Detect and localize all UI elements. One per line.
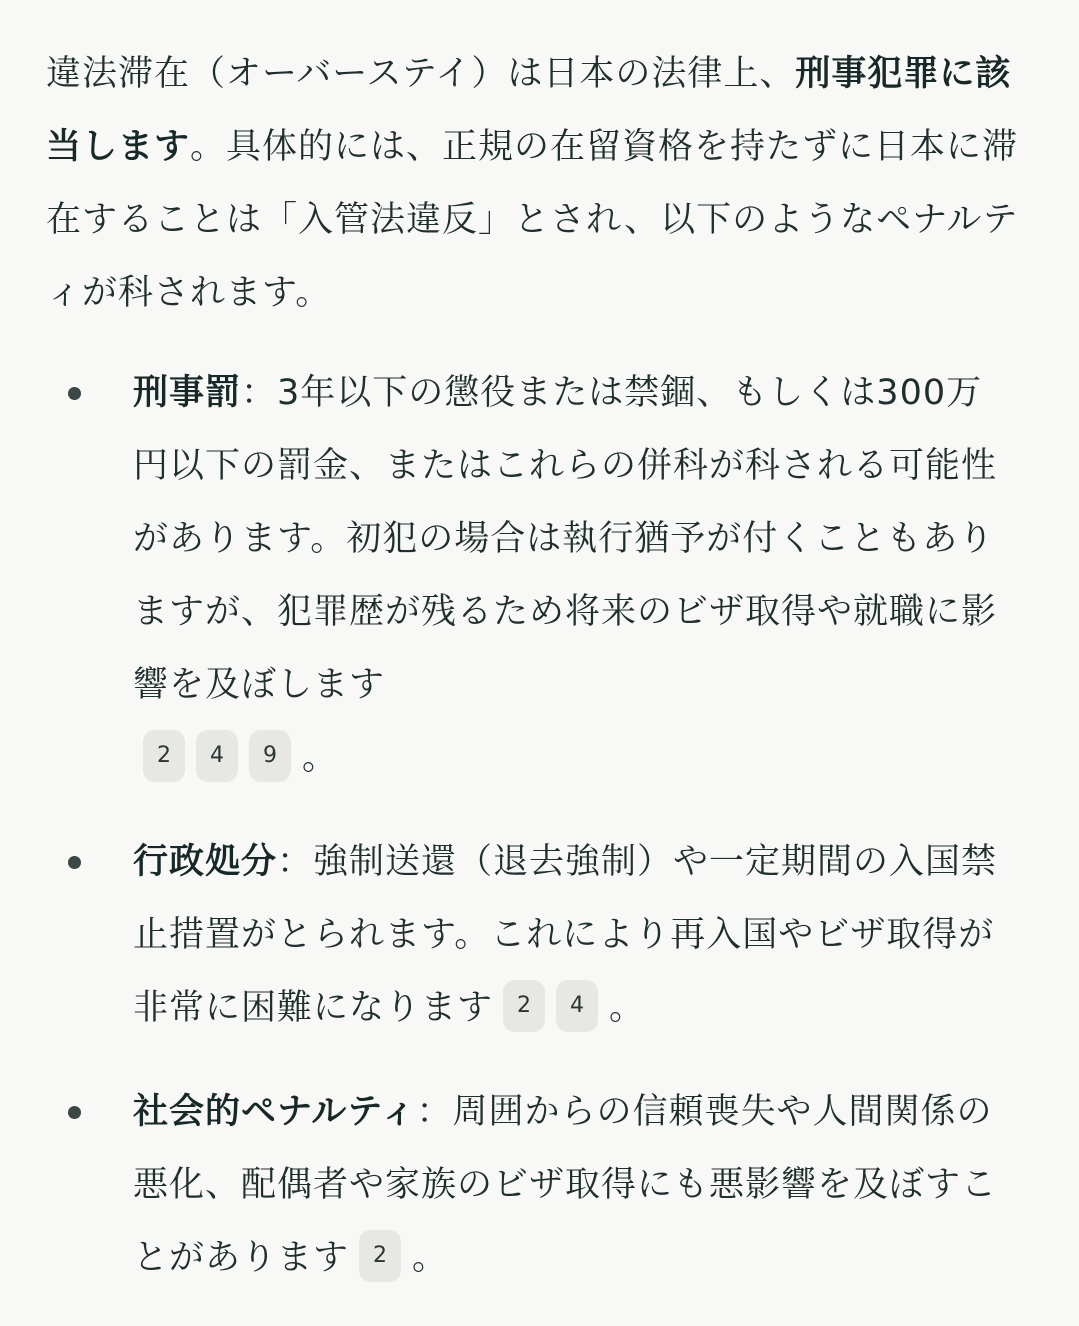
answer-content — [46, 38, 1046, 1326]
list-item-title: 刑事罰 — [133, 373, 242, 413]
citation-button[interactable]: 2 — [143, 730, 185, 782]
intro-paragraph — [46, 38, 1046, 330]
list-item-title: 行政処分 — [133, 842, 278, 882]
list-item-end: 。 — [609, 988, 646, 1028]
list-item-separator: ： — [241, 373, 278, 413]
list-item-separator: ： — [277, 842, 314, 882]
list-item-criminal-penalty — [46, 357, 1046, 795]
bullet-icon — [68, 1106, 81, 1119]
bullet-icon — [68, 856, 81, 869]
citation-button[interactable]: 4 — [556, 980, 598, 1032]
list-item-end: 。 — [412, 1238, 449, 1278]
list-item-title: 社会的ペナルティ — [133, 1092, 417, 1132]
list-item-body: 強制送還（退去強制）や一定期間の入国禁止措置がとられます。これにより再入国やビザ取得が非常に困難になります — [133, 842, 998, 1028]
intro-text-before: 違法滞在（オーバーステイ）は日本の法律上、 — [46, 54, 796, 94]
citation-button[interactable]: 2 — [359, 1230, 401, 1282]
list-item-social-penalty — [46, 1076, 1046, 1295]
penalty-list — [46, 357, 1046, 1295]
bullet-icon — [68, 387, 81, 400]
list-item-body: 周囲からの信頼喪失や人間関係の悪化、配偶者や家族のビザ取得にも悪影響を及ぼすことがあります — [133, 1092, 998, 1278]
citation-button[interactable]: 4 — [196, 730, 238, 782]
intro-bold-text: 刑事犯罪に該当します — [46, 54, 1012, 167]
list-item-separator: ： — [416, 1092, 453, 1132]
list-item-end: 。 — [302, 738, 339, 778]
citation-button[interactable]: 2 — [503, 980, 545, 1032]
list-item-administrative-action — [46, 826, 1046, 1045]
list-item-body: 3年以下の懲役または禁錮、もしくは300万円以下の罰金、またはこれらの併科が科される可能性があります。初犯の場合は執行猶予が付くこともありますが、犯罪歴が残るため将来のビザ取得や就職に影響を及ぼします — [133, 373, 998, 705]
intro-text-after: 。具体的には、正規の在留資格を持たずに日本に滞在することは「入管法違反」とされ、以下のようなペナルティが科されます。 — [46, 127, 1019, 313]
citation-button[interactable]: 9 — [249, 730, 291, 782]
